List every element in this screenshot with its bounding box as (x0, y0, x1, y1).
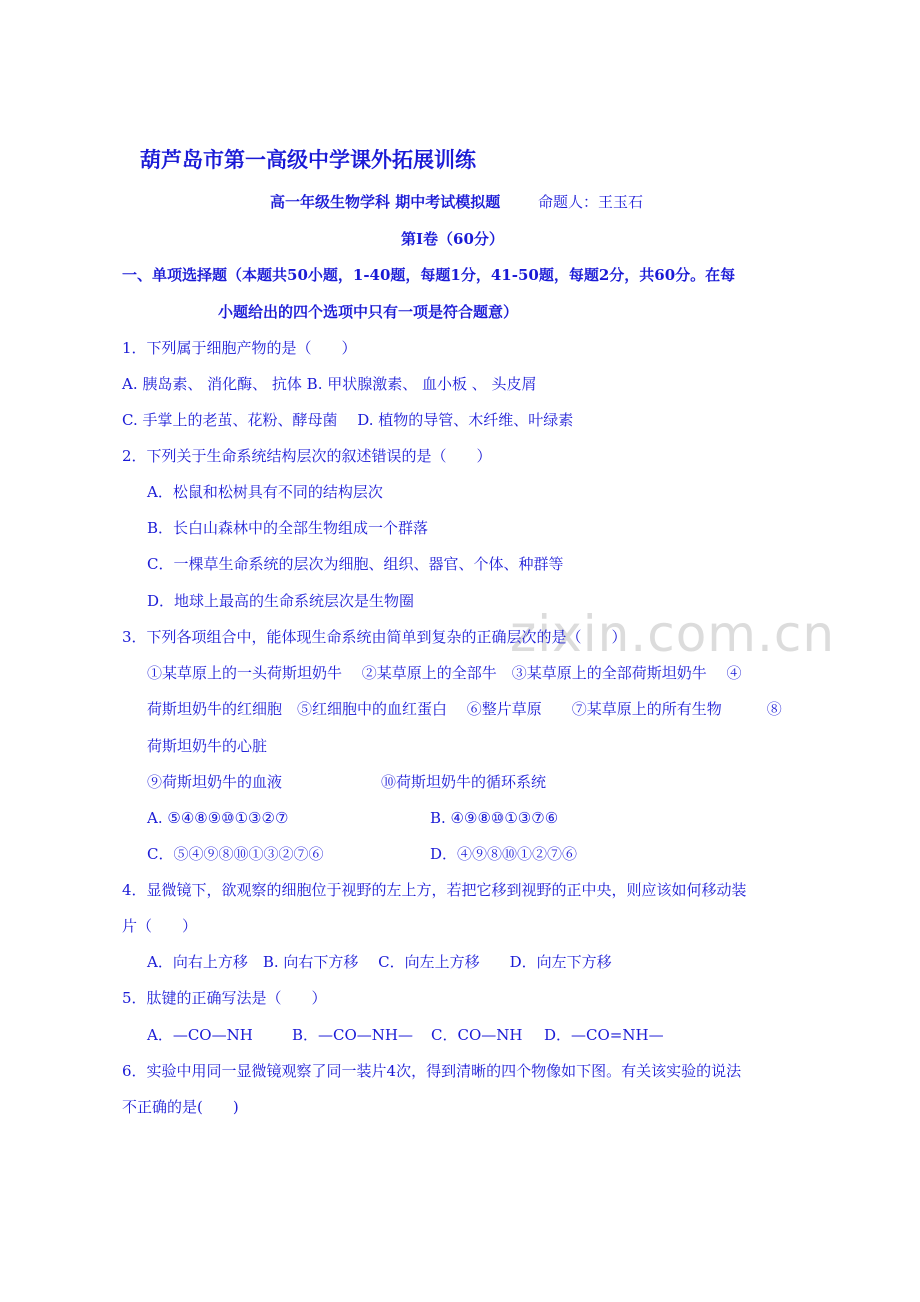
q3-items-line3: 荷斯坦奶牛的心脏 (147, 737, 268, 755)
q3-option-a: A. ⑤④⑧⑨⑩①③②⑦ (147, 809, 289, 827)
q3-items-line1: ①某草原上的一头荷斯坦奶牛 ②某草原上的全部牛 ③某草原上的全部荷斯坦奶牛 ④ (147, 664, 742, 682)
q1-options-ab: A. 胰岛素、 消化酶、 抗体 B. 甲状腺激素、 血小板 、 头皮屑 (122, 375, 537, 393)
q3-option-c: C．⑤④⑨⑧⑩①③②⑦⑥ (147, 845, 324, 863)
q6-stem-line1: 6．实验中用同一显微镜观察了同一装片4次，得到清晰的四个物像如下图。有关该实验的说法 (122, 1062, 742, 1080)
q2-stem: 2．下列关于生命系统结构层次的叙述错误的是（ ） (122, 447, 492, 465)
q1-options-cd: C. 手掌上的老茧、花粉、酵母菌 D. 植物的导管、木纤维、叶绿素 (122, 411, 574, 429)
q3-option-b: B. ④⑨⑧⑩①③⑦⑥ (430, 809, 559, 827)
watermark: zixin.com.cn (510, 605, 836, 663)
section-heading-line1: 一、单项选择题（本题共50小题，1-40题，每题1分，41-50题，每题2分，共60分。在每 (122, 266, 736, 284)
q4-options: A．向右上方移 B. 向右下方移 C．向左上方移 D．向左下方移 (147, 953, 612, 971)
q3-items-line2: 荷斯坦奶牛的红细胞 ⑤红细胞中的血红蛋白 ⑥整片草原 ⑦某草原上的所有生物 ⑧ (147, 700, 782, 718)
q5-option-d: D．—CO=NH— (544, 1026, 664, 1044)
q2-option-d: D．地球上最高的生命系统层次是生物圈 (147, 592, 415, 610)
q3-items-line4b: ⑩荷斯坦奶牛的循环系统 (381, 773, 547, 791)
q6-stem-line2: 不正确的是( ) (122, 1098, 239, 1116)
q5-option-b: B．—CO—NH— (292, 1026, 414, 1044)
section-heading-line2: 小题给出的四个选项中只有一项是符合题意） (218, 303, 519, 321)
q2-option-b: B．长白山森林中的全部生物组成一个群落 (147, 519, 429, 537)
q1-stem: 1．下列属于细胞产物的是（ ） (122, 339, 357, 357)
exam-author: 命题人：王玉石 (538, 193, 644, 211)
q2-option-a: A．松鼠和松树具有不同的结构层次 (147, 483, 383, 501)
volume-heading: 第Ⅰ卷（60分） (401, 230, 504, 248)
q4-stem-line1: 4．显微镜下，欲观察的细胞位于视野的左上方，若把它移到视野的正中央，则应该如何移动装 (122, 881, 747, 899)
q4-stem-line2: 片（ ） (122, 917, 198, 935)
exam-subtitle: 高一年级生物学科 期中考试模拟题 (270, 193, 501, 211)
q5-option-c: C．CO—NH (431, 1026, 523, 1044)
q2-option-c: C．一棵草生命系统的层次为细胞、组织、器官、个体、种群等 (147, 555, 564, 573)
q5-option-a: A．—CO—NH (147, 1026, 253, 1044)
q3-option-d: D．④⑨⑧⑩①②⑦⑥ (430, 845, 578, 863)
q5-stem: 5．肽键的正确写法是（ ） (122, 989, 327, 1007)
q3-stem: 3．下列各项组合中，能体现生命系统由简单到复杂的正确层次的是（ ） (122, 628, 627, 646)
q3-items-line4a: ⑨荷斯坦奶牛的血液 (147, 773, 283, 791)
school-title: 葫芦岛市第一高级中学课外拓展训练 (140, 147, 476, 172)
